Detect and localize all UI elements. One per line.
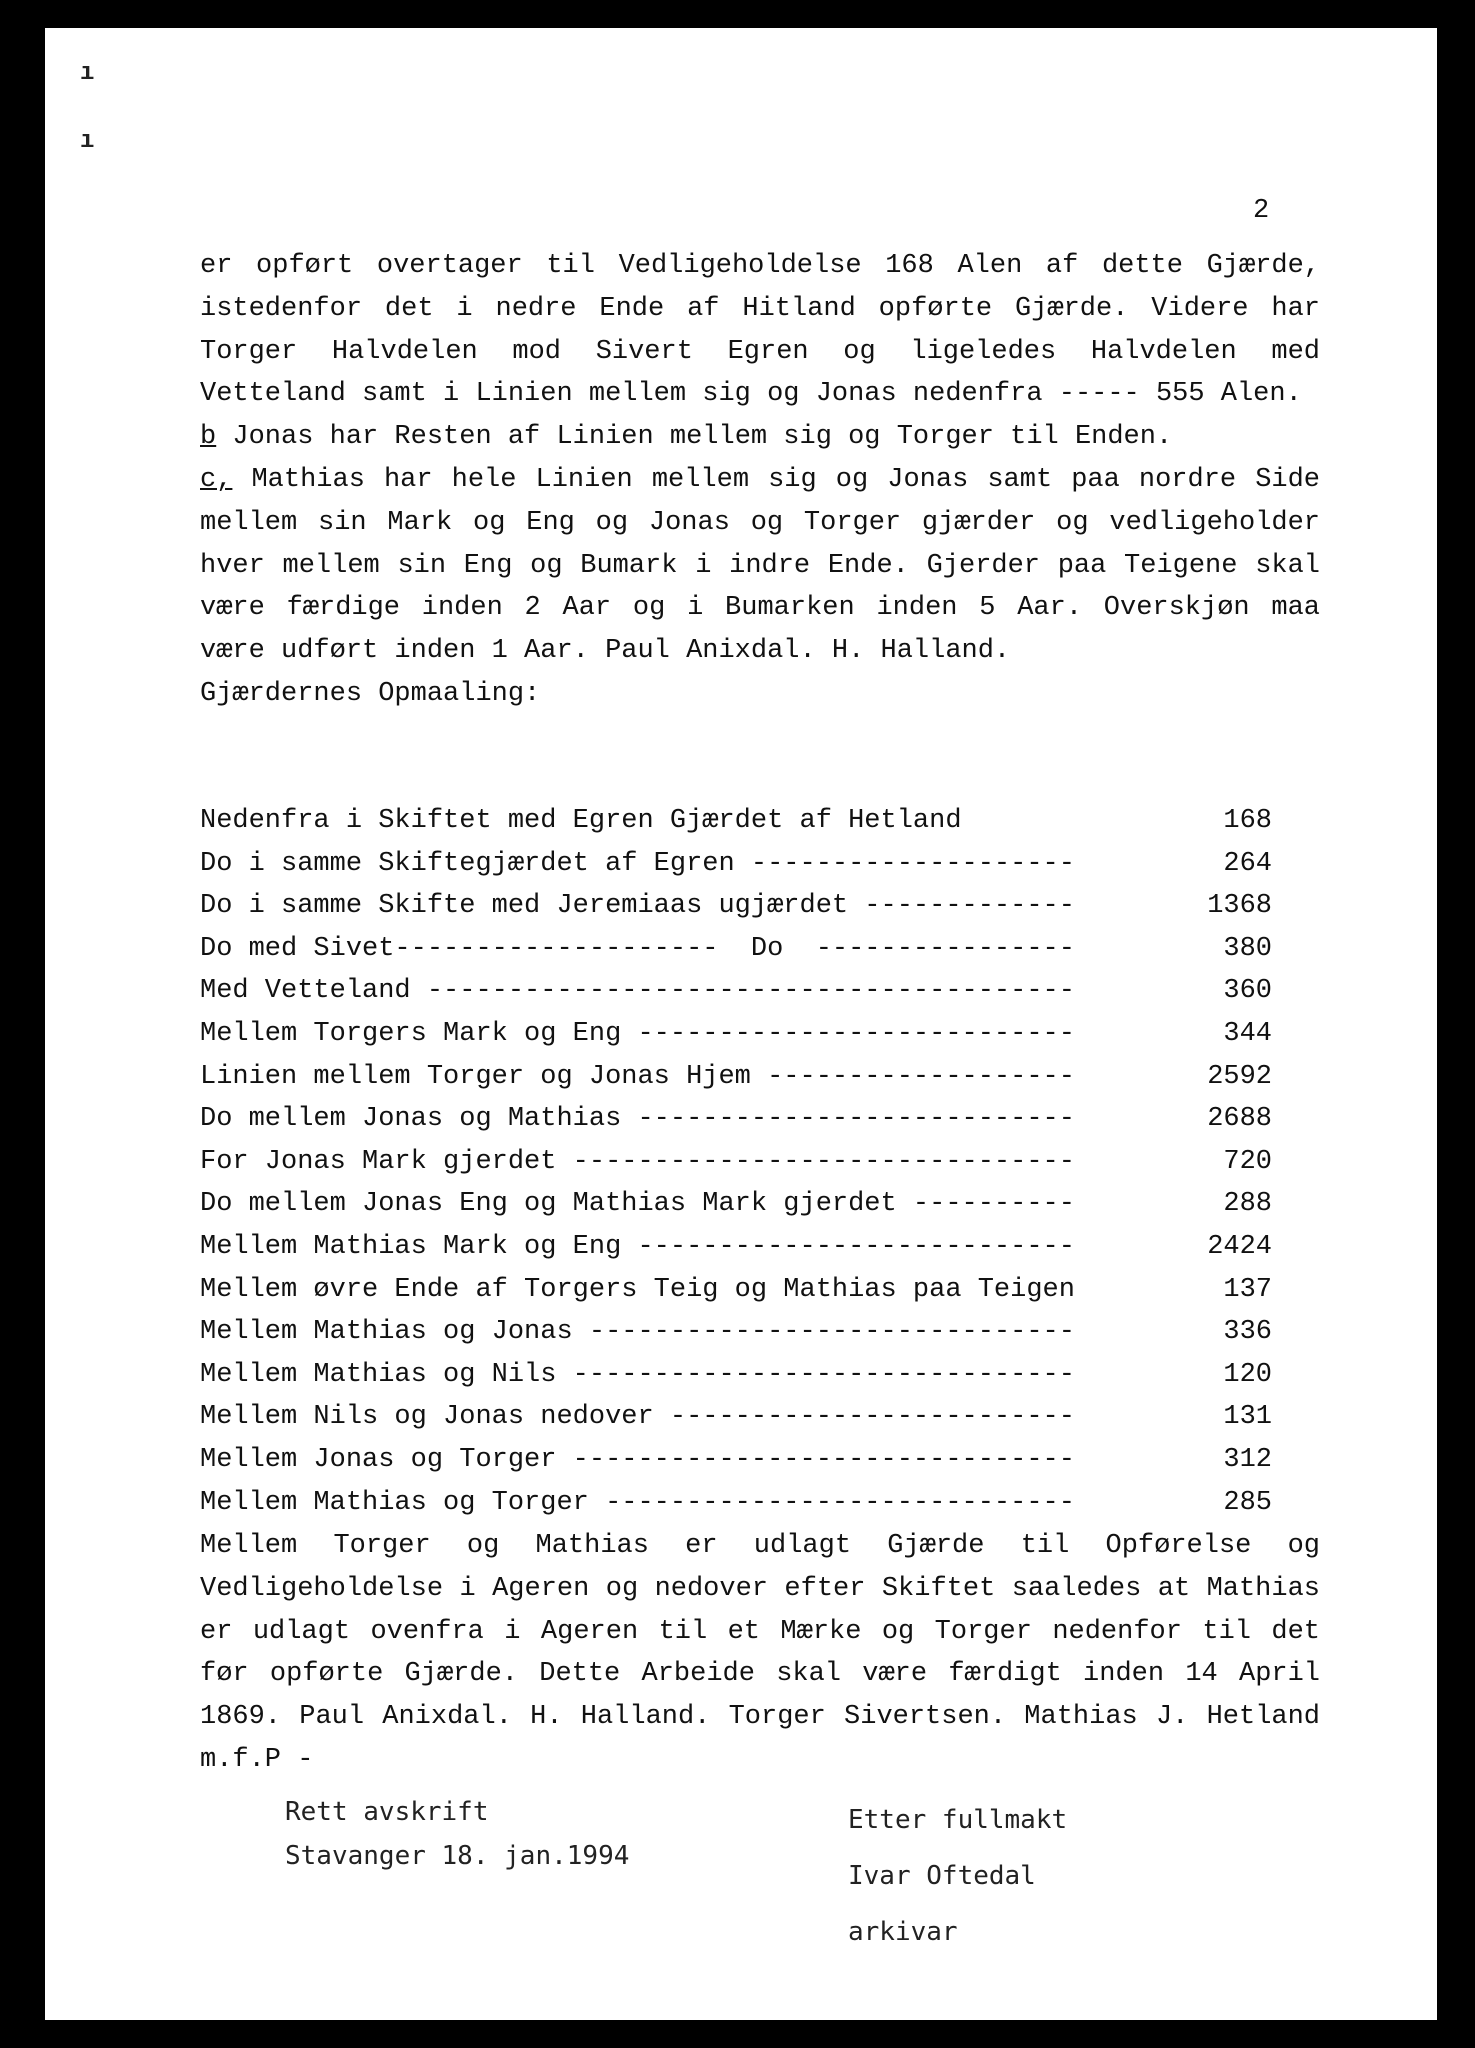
margin-mark-1: ı xyxy=(80,60,95,87)
measurement-label: Do i samme Skiftegjærdet af Egren -------------------- xyxy=(200,848,1075,879)
measurement-value: 344 xyxy=(1223,1018,1272,1049)
measurement-row xyxy=(200,1396,1272,1439)
measurements-list xyxy=(200,800,1272,1524)
measurement-row xyxy=(200,1439,1272,1482)
measurement-label: For Jonas Mark gjerdet ------------------------------- xyxy=(200,1146,1075,1177)
measurement-value: 360 xyxy=(1223,976,1272,1007)
measurement-value: 312 xyxy=(1223,1444,1272,1475)
measurement-row xyxy=(200,1354,1272,1397)
measurement-label: Mellem Mathias og Nils ------------------------------- xyxy=(200,1359,1075,1390)
certification-left xyxy=(285,1790,629,1878)
measurement-label: Mellem Nils og Jonas nedover ------------------------- xyxy=(200,1402,1075,1433)
measurement-label: Nedenfra i Skiftet med Egren Gjærdet af Hetland xyxy=(200,806,962,836)
signatory-title: arkivar xyxy=(848,1917,958,1947)
measurement-row xyxy=(200,1141,1272,1184)
paragraph-c-text: Mathias har hele Linien mellem sig og Jonas samt paa nordre Side mellem sin Mark og Eng og Jonas og Torger gjærder og vedligeholder hver mellem sin Eng og Bumark i indre Ende. Gjerder paa Teigene skal være færdige inden 2 Aar og i Bumarken inden 5 Aar. Overskjøn maa være udført inden 1 Aar. Paul Anixdal. H. Halland. xyxy=(200,464,1320,667)
measurement-value: 2592 xyxy=(1207,1061,1272,1092)
measurements-heading: Gjærdernes Opmaaling: xyxy=(200,678,541,709)
document-page xyxy=(45,28,1437,2020)
measurement-label: Mellem Mathias og Jonas ------------------------------ xyxy=(200,1317,1075,1348)
measurement-label: Do mellem Jonas og Mathias --------------------------- xyxy=(200,1104,1075,1135)
measurement-value: 168 xyxy=(1223,806,1272,836)
measurement-label: Mellem Mathias Mark og Eng --------------------------- xyxy=(200,1231,1075,1262)
measurement-value: 137 xyxy=(1223,1274,1272,1305)
certification-right xyxy=(848,1792,1067,1960)
measurement-value: 336 xyxy=(1223,1317,1272,1348)
item-marker-c: c, xyxy=(200,464,233,495)
measurement-label: Med Vetteland ---------------------------------------- xyxy=(200,976,1075,1007)
measurement-row xyxy=(200,1056,1272,1099)
page-number: 2 xyxy=(1253,196,1270,226)
signatory-name: Ivar Oftedal xyxy=(848,1861,1036,1891)
measurement-label: Mellem Mathias og Torger ----------------------------- xyxy=(200,1487,1075,1518)
measurement-value: 120 xyxy=(1223,1359,1272,1390)
margin-mark-2: ı xyxy=(80,128,95,155)
certification-place-date: Stavanger 18. jan.1994 xyxy=(285,1841,630,1871)
paragraph-b xyxy=(200,416,1320,459)
measurement-row xyxy=(200,1013,1272,1056)
measurement-label: Mellem Jonas og Torger ------------------------------- xyxy=(200,1444,1075,1475)
measurement-value: 1368 xyxy=(1207,891,1272,922)
measurement-value: 2688 xyxy=(1207,1104,1272,1135)
authority-line: Etter fullmakt xyxy=(848,1805,1068,1835)
measurement-row xyxy=(200,1269,1272,1312)
measurement-row xyxy=(200,843,1272,886)
measurement-label: Mellem Torgers Mark og Eng --------------------------- xyxy=(200,1018,1075,1049)
measurement-value: 264 xyxy=(1223,848,1272,879)
measurement-row xyxy=(200,1183,1272,1226)
measurement-row xyxy=(200,1311,1272,1354)
paragraph-b-text: Jonas har Resten af Linien mellem sig og Torger til Enden. xyxy=(216,422,1173,453)
measurement-value: 288 xyxy=(1223,1189,1272,1220)
measurement-value: 2424 xyxy=(1207,1231,1272,1262)
measurement-value: 131 xyxy=(1223,1402,1272,1433)
measurement-value: 380 xyxy=(1223,933,1272,964)
measurement-row xyxy=(200,1482,1272,1525)
measurement-label: Do i samme Skifte med Jeremiaas ugjærdet ------------- xyxy=(200,891,1075,922)
measurement-row xyxy=(200,928,1272,971)
measurement-value: 720 xyxy=(1223,1146,1272,1177)
measurement-label: Mellem øvre Ende af Torgers Teig og Mathias paa Teigen xyxy=(200,1274,1075,1305)
measurement-row xyxy=(200,885,1272,928)
measurement-value: 285 xyxy=(1223,1487,1272,1518)
measurement-label: Linien mellem Torger og Jonas Hjem ------------------- xyxy=(200,1061,1075,1092)
certification-line: Rett avskrift xyxy=(285,1797,489,1827)
paragraph-c xyxy=(200,459,1320,673)
paragraph-continuation: er opført overtager til Vedligeholdelse 168 Alen af dette Gjærde, istedenfor det i nedre Ende af Hitland opførte Gjærde. Videre har Torger Halvdelen mod Sivert Egren og ligeledes Halvdelen med Vetteland samt i Linien mellem sig og Jonas nedenfra ----- 555 Alen. xyxy=(200,251,1320,410)
measurement-row xyxy=(200,1098,1272,1141)
measurement-row xyxy=(200,970,1272,1013)
measurement-row xyxy=(200,1226,1272,1269)
body-text xyxy=(200,245,1320,716)
closing-paragraph: Mellem Torger og Mathias er udlagt Gjærde til Opførelse og Vedligeholdelse i Ageren og nedover efter Skiftet saaledes at Mathias er udlagt ovenfra i Ageren til et Mærke og Torger nedenfor til det før opførte Gjærde. Dette Arbeide skal være færdigt inden 14 April 1869. Paul Anixdal. H. Halland. Torger Sivertsen. Mathias J. Hetland m.f.P - xyxy=(200,1531,1320,1775)
measurement-label: Do med Sivet-------------------- Do ---------------- xyxy=(200,933,1075,964)
item-marker-b: b xyxy=(200,422,217,453)
measurement-row xyxy=(200,800,1272,843)
measurement-label: Do mellem Jonas Eng og Mathias Mark gjerdet ---------- xyxy=(200,1189,1075,1220)
